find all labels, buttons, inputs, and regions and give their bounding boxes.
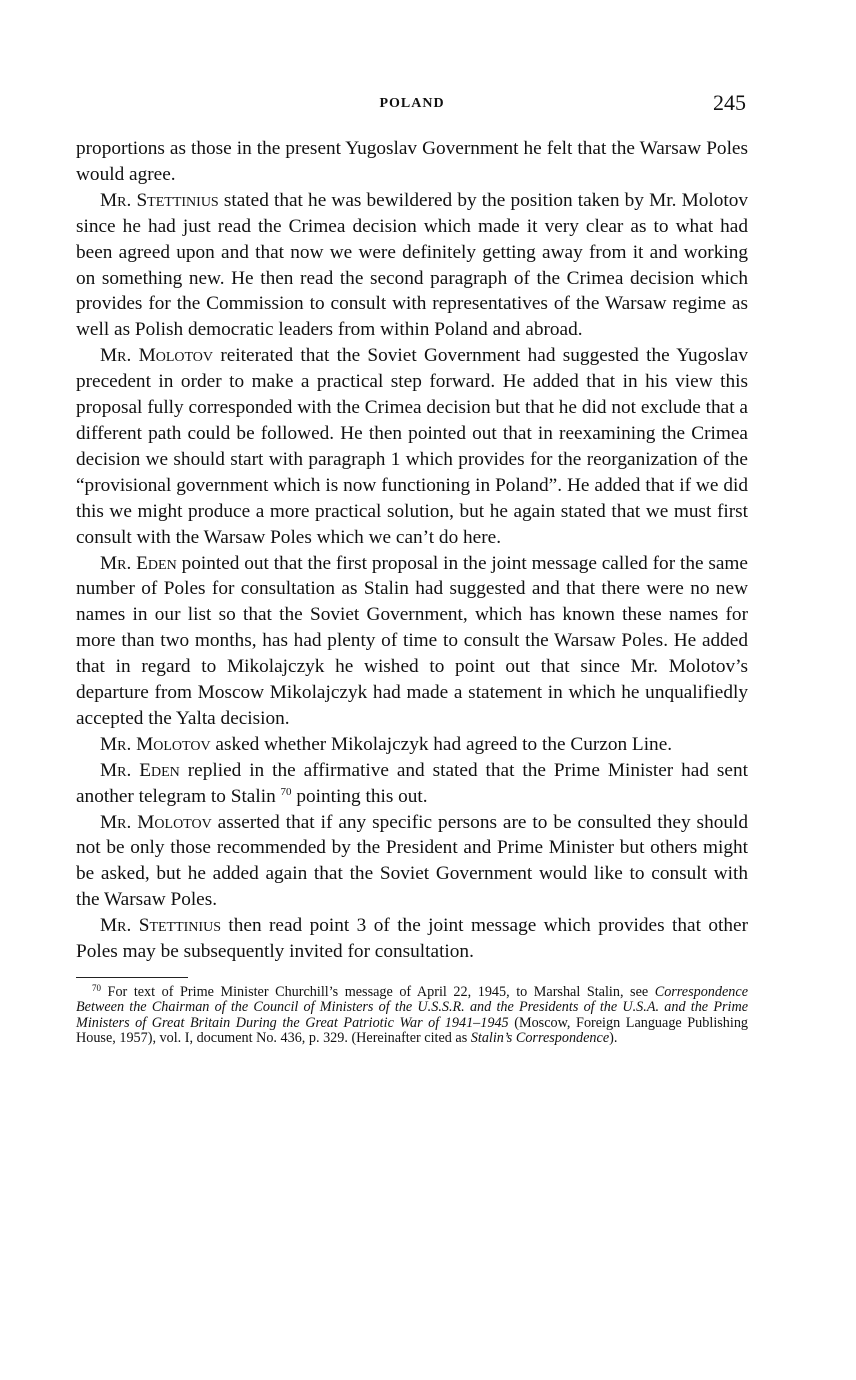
speaker-name: Mr. Stettinius xyxy=(100,189,219,211)
footnote-text: ). xyxy=(609,1030,618,1047)
paragraph-text: reiterated that the Soviet Government had suggested the Yugoslav precedent in order to make a practical step forward. He added that in his view this proposal fully corresponded with the Crimea decision but that he did not exclude that a different path could be followed. He then pointed out that in reexamining the Crimea decision we should start with paragraph 1 which provides for the reorganization of the “provisional government which is now functioning in Poland”. He added that if we did this we might produce a more practical solution, but he again stated that we must first consult with the Warsaw Poles which we can’t do here. xyxy=(76,345,749,548)
footnote-title: Correspondence Between the Chairman of the Council of Ministers of the U.S.S.R. and the Presidents of the U.S.A. and the Prime Ministers of Great Britain During the Great Patriotic War of 1941–1945 xyxy=(76,984,748,1031)
footnote-divider xyxy=(76,977,188,978)
paragraph-text: replied in the affirmative and stated that the Prime Minister had sent another telegram to Stalin xyxy=(76,759,748,807)
paragraph-text: stated that he was bewildered by the position taken by Mr. Molotov since he had just read the Crimea decision which made it very clear as to what had been agreed upon and that now we were definitely getting away from it and working on something new. He then read the second paragraph of the Crimea decision which provides for the Commission to consult with representatives of the Warsaw regime as well as Polish democratic leaders from within Poland and abroad. xyxy=(76,189,748,341)
paragraph-5 xyxy=(76,732,748,758)
footnote xyxy=(76,985,748,1047)
paragraph-2 xyxy=(76,188,748,343)
page-header xyxy=(76,88,748,128)
paragraph-6 xyxy=(76,758,748,810)
speaker-name: Mr. Eden xyxy=(100,552,177,574)
speaker-name: Mr. Molotov xyxy=(100,345,214,367)
paragraph-text: asserted that if any specific persons are to be consulted they should not be only those recommended by the President and Prime Minister but others might be asked, but he added again that the Soviet Government would like to consult with the Warsaw Poles. xyxy=(76,811,748,911)
footnote-text: (Moscow, Foreign Language Publishing House, 1957), vol. I, document No. 436, p. 329. (Hereinafter cited as xyxy=(76,1014,749,1047)
paragraph-4 xyxy=(76,551,748,732)
running-head: POLAND xyxy=(379,96,445,111)
paragraph-text: pointed out that the first proposal in the joint message called for the same number of Poles for consultation as Stalin had suggested and that there were no new names in our list so that the Soviet Government, which has known these names for more than two months, has had plenty of time to consult the Warsaw Poles. He added that in regard to Mikolajczyk he wished to point out that since Mr. Molotov’s departure from Moscow Mikolajczyk had made a statement in which he unqualifiedly accepted the Yalta decision. xyxy=(76,552,748,729)
speaker-name: Mr. Stettinius xyxy=(100,915,221,937)
body-text xyxy=(76,136,748,965)
footnote-number: 70 xyxy=(92,983,101,993)
page-number: 245 xyxy=(713,90,746,115)
paragraph-3 xyxy=(76,343,748,550)
footnote-reference[interactable]: 70 xyxy=(280,785,292,798)
paragraph-text: proportions as those in the present Yugoslav Government he felt that the Warsaw Poles would agree. xyxy=(76,138,748,185)
footnote-short-title: Stalin’s Correspondence xyxy=(470,1030,610,1047)
paragraph-1 xyxy=(76,136,748,188)
paragraph-text: asked whether Mikolajczyk had agreed to the Curzon Line. xyxy=(210,733,673,755)
paragraph-text: then read point 3 of the joint message which provides that other Poles may be subsequently invited for consultation. xyxy=(76,915,748,963)
paragraph-7 xyxy=(76,810,748,914)
document-page xyxy=(76,88,748,1047)
paragraph-text: pointing this out. xyxy=(291,785,428,807)
paragraph-8 xyxy=(76,913,748,965)
footnote-text: For text of Prime Minister Churchill’s message of April 22, 1945, to Marshal Stalin, see xyxy=(101,984,655,1000)
speaker-name: Mr. Molotov xyxy=(100,733,211,755)
speaker-name: Mr. Molotov xyxy=(100,811,212,833)
speaker-name: Mr. Eden xyxy=(100,759,180,781)
